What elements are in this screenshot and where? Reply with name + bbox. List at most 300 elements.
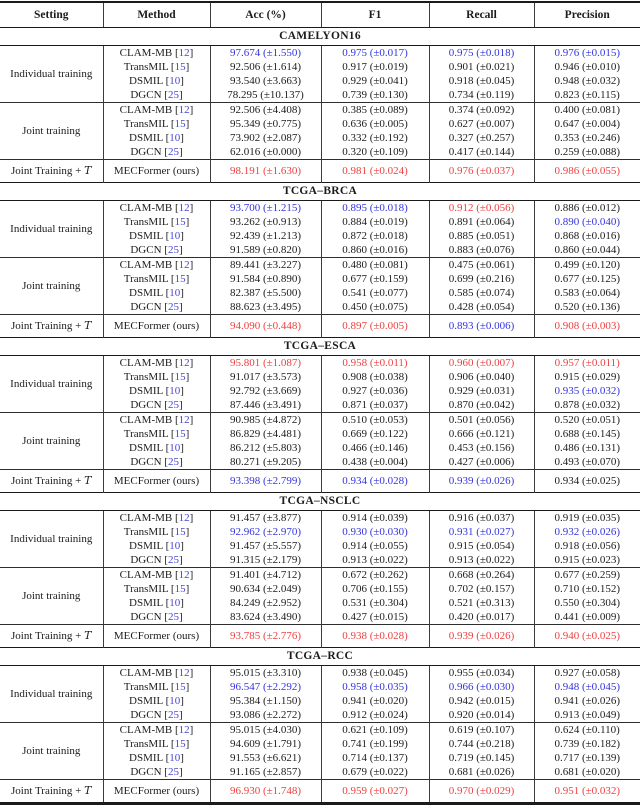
citation-link[interactable]: 10: [169, 441, 181, 454]
table-row: [0, 666, 640, 681]
metric-cell: 91.457 (±5.557): [210, 539, 321, 553]
citation-link[interactable]: 12: [178, 356, 190, 369]
dataset-title: TCGA–RCC: [0, 648, 640, 666]
metric-cell: 0.958 (±0.035): [321, 680, 429, 694]
metric-cell: 96.547 (±2.292): [210, 680, 321, 694]
metric-cell: 0.885 (±0.051): [429, 229, 534, 243]
metric-cell: 96.930 (±1.748): [210, 780, 321, 804]
setting-cell: Joint training: [0, 103, 103, 160]
section-title-row: [0, 28, 640, 46]
method-cell: DSMIL [10]: [103, 229, 210, 243]
metric-cell: 93.785 (±2.776): [210, 625, 321, 648]
metric-cell: 0.493 (±0.070): [534, 455, 640, 470]
metric-cell: 0.934 (±0.028): [321, 470, 429, 493]
metric-cell: 87.446 (±3.491): [210, 398, 321, 413]
metric-cell: 0.860 (±0.016): [321, 243, 429, 258]
setting-cell: Individual training: [10, 67, 93, 80]
method-cell: DGCN [25]: [103, 610, 210, 625]
method-cell: CLAM-MB [12]: [103, 201, 210, 216]
metric-cell: 0.480 (±0.081): [321, 258, 429, 273]
metric-cell: 97.674 (±1.550): [210, 46, 321, 61]
metric-cell: 0.520 (±0.136): [534, 300, 640, 315]
metric-cell: 0.541 (±0.077): [321, 286, 429, 300]
metric-cell: 0.981 (±0.024): [321, 160, 429, 183]
citation-link[interactable]: 10: [169, 286, 181, 299]
metric-cell: 0.619 (±0.107): [429, 723, 534, 738]
citation-link[interactable]: 10: [169, 384, 181, 397]
method-cell: DGCN [25]: [103, 765, 210, 780]
method-cell: TransMIL [15]: [103, 525, 210, 539]
column-header-f1: F1: [321, 2, 429, 28]
metric-cell: 0.486 (±0.131): [534, 441, 640, 455]
metric-cell: 0.913 (±0.022): [429, 553, 534, 568]
method-cell: TransMIL [15]: [103, 582, 210, 596]
metric-cell: 93.086 (±2.272): [210, 708, 321, 723]
method-cell: CLAM-MB [12]: [103, 46, 210, 61]
metric-cell: 73.902 (±2.087): [210, 131, 321, 145]
citation-link[interactable]: 15: [174, 737, 186, 750]
citation-link[interactable]: 10: [169, 596, 181, 609]
metric-cell: 0.627 (±0.007): [429, 117, 534, 131]
metric-cell: 0.353 (±0.246): [534, 131, 640, 145]
metric-cell: 92.439 (±1.213): [210, 229, 321, 243]
metric-cell: 0.915 (±0.054): [429, 539, 534, 553]
metric-cell: 0.942 (±0.015): [429, 694, 534, 708]
setting-cell: Joint training: [0, 723, 103, 780]
citation-link[interactable]: 10: [169, 694, 181, 707]
metric-cell: 0.884 (±0.019): [321, 215, 429, 229]
metric-cell: 0.870 (±0.042): [429, 398, 534, 413]
metric-cell: 80.271 (±9.205): [210, 455, 321, 470]
metric-cell: 0.895 (±0.018): [321, 201, 429, 216]
column-header-precision: Precision: [534, 2, 640, 28]
metric-cell: 0.976 (±0.015): [534, 46, 640, 61]
metric-cell: 93.262 (±0.913): [210, 215, 321, 229]
citation-link[interactable]: 10: [169, 751, 181, 764]
metric-cell: 93.540 (±3.663): [210, 74, 321, 88]
metric-cell: 0.941 (±0.020): [321, 694, 429, 708]
metric-cell: 0.897 (±0.005): [321, 315, 429, 338]
metric-cell: 0.918 (±0.056): [534, 539, 640, 553]
metric-cell: 0.466 (±0.146): [321, 441, 429, 455]
metric-cell: 0.320 (±0.109): [321, 145, 429, 160]
citation-link[interactable]: 25: [167, 455, 179, 468]
metric-cell: 0.890 (±0.040): [534, 215, 640, 229]
method-cell: DSMIL [10]: [103, 694, 210, 708]
metric-cell: 0.901 (±0.021): [429, 60, 534, 74]
metric-cell: 95.015 (±3.310): [210, 666, 321, 681]
method-cell: DSMIL [10]: [103, 74, 210, 88]
ours-row: [0, 780, 640, 804]
metric-cell: 0.621 (±0.109): [321, 723, 429, 738]
citation-link[interactable]: 12: [178, 201, 190, 214]
setting-cell: Joint training: [0, 413, 103, 470]
script-t-symbol: T: [84, 163, 92, 177]
metric-cell: 86.212 (±5.803): [210, 441, 321, 455]
metric-cell: 83.624 (±3.490): [210, 610, 321, 625]
setting-cell: Joint Training + T: [0, 315, 103, 338]
citation-link[interactable]: 15: [174, 117, 186, 130]
metric-cell: 0.914 (±0.039): [321, 511, 429, 526]
metric-cell: 0.883 (±0.076): [429, 243, 534, 258]
metric-cell: 0.259 (±0.088): [534, 145, 640, 160]
metric-cell: 0.927 (±0.036): [321, 384, 429, 398]
metric-cell: 0.427 (±0.006): [429, 455, 534, 470]
script-t-symbol: T: [84, 783, 92, 797]
method-cell: DGCN [25]: [103, 398, 210, 413]
metric-cell: 0.531 (±0.304): [321, 596, 429, 610]
method-cell: TransMIL [15]: [103, 215, 210, 229]
citation-link[interactable]: 15: [174, 60, 186, 73]
ours-row: [0, 470, 640, 493]
metric-cell: 89.441 (±3.227): [210, 258, 321, 273]
metric-cell: 0.913 (±0.022): [321, 553, 429, 568]
metric-cell: 0.510 (±0.053): [321, 413, 429, 428]
setting-cell: Joint training: [0, 258, 103, 315]
metric-cell: 0.583 (±0.064): [534, 286, 640, 300]
metric-cell: 91.017 (±3.573): [210, 370, 321, 384]
citation-link[interactable]: 15: [174, 525, 186, 538]
metric-cell: 0.688 (±0.145): [534, 427, 640, 441]
section-title-row: [0, 493, 640, 511]
results-table: [0, 1, 640, 805]
dataset-title: TCGA–NSCLC: [0, 493, 640, 511]
metric-cell: 0.823 (±0.115): [534, 88, 640, 103]
metric-cell: 91.165 (±2.857): [210, 765, 321, 780]
metric-cell: 0.427 (±0.015): [321, 610, 429, 625]
metric-cell: 0.975 (±0.017): [321, 46, 429, 61]
citation-link[interactable]: 12: [178, 413, 190, 426]
citation-link[interactable]: 25: [167, 708, 179, 721]
metric-cell: 0.940 (±0.025): [534, 625, 640, 648]
metric-cell: 0.929 (±0.041): [321, 74, 429, 88]
metric-cell: 0.929 (±0.031): [429, 384, 534, 398]
metric-cell: 92.792 (±3.669): [210, 384, 321, 398]
metric-cell: 0.955 (±0.034): [429, 666, 534, 681]
citation-link[interactable]: 15: [174, 272, 186, 285]
metric-cell: 0.453 (±0.156): [429, 441, 534, 455]
table-row: [0, 568, 640, 583]
method-cell: DSMIL [10]: [103, 384, 210, 398]
setting-cell: Individual training: [10, 532, 93, 545]
metric-cell: 0.679 (±0.022): [321, 765, 429, 780]
metric-cell: 0.669 (±0.122): [321, 427, 429, 441]
metric-cell: 0.960 (±0.007): [429, 356, 534, 371]
metric-cell: 98.191 (±1.630): [210, 160, 321, 183]
setting-cell: Joint training: [0, 568, 103, 625]
method-cell: CLAM-MB [12]: [103, 103, 210, 118]
citation-link[interactable]: 12: [178, 46, 190, 59]
citation-link[interactable]: 25: [167, 398, 179, 411]
metric-cell: 0.908 (±0.038): [321, 370, 429, 384]
citation-link[interactable]: 15: [174, 370, 186, 383]
citation-link[interactable]: 15: [174, 427, 186, 440]
metric-cell: 0.417 (±0.144): [429, 145, 534, 160]
metric-cell: 0.912 (±0.024): [321, 708, 429, 723]
metric-cell: 0.475 (±0.061): [429, 258, 534, 273]
metric-cell: 94.609 (±1.791): [210, 737, 321, 751]
method-cell: CLAM-MB [12]: [103, 356, 210, 371]
metric-cell: 0.915 (±0.023): [534, 553, 640, 568]
metric-cell: 78.295 (±10.137): [210, 88, 321, 103]
metric-cell: 0.959 (±0.027): [321, 780, 429, 804]
table-row: [0, 413, 640, 428]
metric-cell: 90.634 (±2.049): [210, 582, 321, 596]
method-cell: CLAM-MB [12]: [103, 723, 210, 738]
metric-cell: 0.550 (±0.304): [534, 596, 640, 610]
metric-cell: 91.401 (±4.712): [210, 568, 321, 583]
metric-cell: 0.868 (±0.016): [534, 229, 640, 243]
metric-cell: 88.623 (±3.495): [210, 300, 321, 315]
metric-cell: 0.624 (±0.110): [534, 723, 640, 738]
column-header-setting: Setting: [0, 2, 103, 28]
citation-link[interactable]: 25: [167, 553, 179, 566]
metric-cell: 0.744 (±0.218): [429, 737, 534, 751]
metric-cell: 91.589 (±0.820): [210, 243, 321, 258]
section-title-row: [0, 648, 640, 666]
citation-link[interactable]: 12: [178, 258, 190, 271]
method-cell: DGCN [25]: [103, 88, 210, 103]
metric-cell: 86.829 (±4.481): [210, 427, 321, 441]
method-cell: CLAM-MB [12]: [103, 568, 210, 583]
metric-cell: 0.428 (±0.054): [429, 300, 534, 315]
method-cell: MECFormer (ours): [103, 315, 210, 338]
metric-cell: 0.636 (±0.005): [321, 117, 429, 131]
metric-cell: 92.506 (±4.408): [210, 103, 321, 118]
metric-cell: 0.706 (±0.155): [321, 582, 429, 596]
metric-cell: 0.948 (±0.045): [534, 680, 640, 694]
citation-link[interactable]: 10: [169, 74, 181, 87]
metric-cell: 93.398 (±2.799): [210, 470, 321, 493]
citation-link[interactable]: 15: [174, 680, 186, 693]
metric-cell: 0.677 (±0.125): [534, 272, 640, 286]
metric-cell: 0.501 (±0.056): [429, 413, 534, 428]
metric-cell: 0.941 (±0.026): [534, 694, 640, 708]
method-cell: DSMIL [10]: [103, 539, 210, 553]
metric-cell: 0.916 (±0.037): [429, 511, 534, 526]
metric-cell: 0.939 (±0.026): [429, 470, 534, 493]
metric-cell: 0.966 (±0.030): [429, 680, 534, 694]
metric-cell: 0.948 (±0.032): [534, 74, 640, 88]
column-header-method: Method: [103, 2, 210, 28]
metric-cell: 91.584 (±0.890): [210, 272, 321, 286]
method-cell: TransMIL [15]: [103, 737, 210, 751]
method-cell: DGCN [25]: [103, 145, 210, 160]
metric-cell: 95.384 (±1.150): [210, 694, 321, 708]
metric-cell: 95.349 (±0.775): [210, 117, 321, 131]
metric-cell: 0.932 (±0.026): [534, 525, 640, 539]
section-title-row: [0, 338, 640, 356]
metric-cell: 0.878 (±0.032): [534, 398, 640, 413]
metric-cell: 91.457 (±3.877): [210, 511, 321, 526]
metric-cell: 92.506 (±1.614): [210, 60, 321, 74]
setting-cell: Individual training: [10, 687, 93, 700]
method-cell: DGCN [25]: [103, 243, 210, 258]
metric-cell: 0.438 (±0.004): [321, 455, 429, 470]
citation-link[interactable]: 25: [167, 88, 179, 101]
setting-cell: Joint Training + T: [0, 470, 103, 493]
ours-row: [0, 160, 640, 183]
metric-cell: 0.920 (±0.014): [429, 708, 534, 723]
metric-cell: 0.934 (±0.025): [534, 470, 640, 493]
metric-cell: 0.931 (±0.027): [429, 525, 534, 539]
metric-cell: 0.912 (±0.056): [429, 201, 534, 216]
method-cell: TransMIL [15]: [103, 427, 210, 441]
table-row: [0, 103, 640, 118]
citation-link[interactable]: 25: [167, 145, 179, 158]
metric-cell: 0.976 (±0.037): [429, 160, 534, 183]
metric-cell: 0.986 (±0.055): [534, 160, 640, 183]
setting-cell: Joint Training + T: [0, 780, 103, 804]
citation-link[interactable]: 15: [174, 215, 186, 228]
table-row: [0, 201, 640, 216]
metric-cell: 0.719 (±0.145): [429, 751, 534, 765]
method-cell: TransMIL [15]: [103, 680, 210, 694]
table-row: [0, 356, 640, 371]
metric-cell: 0.871 (±0.037): [321, 398, 429, 413]
metric-cell: 0.951 (±0.032): [534, 780, 640, 804]
metric-cell: 0.914 (±0.055): [321, 539, 429, 553]
metric-cell: 0.710 (±0.152): [534, 582, 640, 596]
dataset-title: TCGA–ESCA: [0, 338, 640, 356]
metric-cell: 0.677 (±0.259): [534, 568, 640, 583]
section-title-row: [0, 183, 640, 201]
table-body: [0, 28, 640, 804]
metric-cell: 0.327 (±0.257): [429, 131, 534, 145]
ours-row: [0, 625, 640, 648]
metric-cell: 0.906 (±0.040): [429, 370, 534, 384]
metric-cell: 0.499 (±0.120): [534, 258, 640, 273]
metric-cell: 0.332 (±0.192): [321, 131, 429, 145]
metric-cell: 0.450 (±0.075): [321, 300, 429, 315]
column-header-recall: Recall: [429, 2, 534, 28]
metric-cell: 84.249 (±2.952): [210, 596, 321, 610]
citation-link[interactable]: 15: [174, 582, 186, 595]
metric-cell: 0.930 (±0.030): [321, 525, 429, 539]
metric-cell: 0.938 (±0.028): [321, 625, 429, 648]
metric-cell: 0.385 (±0.089): [321, 103, 429, 118]
metric-cell: 0.913 (±0.049): [534, 708, 640, 723]
citation-link[interactable]: 12: [178, 723, 190, 736]
metric-cell: 62.016 (±0.000): [210, 145, 321, 160]
metric-cell: 0.935 (±0.032): [534, 384, 640, 398]
metric-cell: 0.917 (±0.019): [321, 60, 429, 74]
method-cell: DSMIL [10]: [103, 751, 210, 765]
metric-cell: 0.946 (±0.010): [534, 60, 640, 74]
citation-link[interactable]: 25: [167, 765, 179, 778]
metric-cell: 0.647 (±0.004): [534, 117, 640, 131]
metric-cell: 0.585 (±0.074): [429, 286, 534, 300]
method-cell: TransMIL [15]: [103, 60, 210, 74]
metric-cell: 95.015 (±4.030): [210, 723, 321, 738]
metric-cell: 92.962 (±2.970): [210, 525, 321, 539]
table-header: [0, 2, 640, 28]
metric-cell: 0.666 (±0.121): [429, 427, 534, 441]
setting-cell: Joint Training + T: [0, 625, 103, 648]
table-row: [0, 723, 640, 738]
ours-row: [0, 315, 640, 338]
citation-link[interactable]: 10: [169, 131, 181, 144]
method-cell: CLAM-MB [12]: [103, 258, 210, 273]
metric-cell: 0.441 (±0.009): [534, 610, 640, 625]
citation-link[interactable]: 12: [178, 568, 190, 581]
metric-cell: 0.734 (±0.119): [429, 88, 534, 103]
citation-link[interactable]: 25: [167, 300, 179, 313]
method-cell: CLAM-MB [12]: [103, 666, 210, 681]
method-cell: TransMIL [15]: [103, 370, 210, 384]
citation-link[interactable]: 12: [178, 666, 190, 679]
metric-cell: 0.957 (±0.011): [534, 356, 640, 371]
table-row: [0, 46, 640, 61]
metric-cell: 0.893 (±0.006): [429, 315, 534, 338]
metric-cell: 91.315 (±2.179): [210, 553, 321, 568]
metric-cell: 0.714 (±0.137): [321, 751, 429, 765]
method-cell: DSMIL [10]: [103, 596, 210, 610]
metric-cell: 95.801 (±1.087): [210, 356, 321, 371]
metric-cell: 82.387 (±5.500): [210, 286, 321, 300]
metric-cell: 0.681 (±0.026): [429, 765, 534, 780]
metric-cell: 0.970 (±0.029): [429, 780, 534, 804]
method-cell: MECFormer (ours): [103, 780, 210, 804]
metric-cell: 94.090 (±0.448): [210, 315, 321, 338]
method-cell: DSMIL [10]: [103, 131, 210, 145]
metric-cell: 0.938 (±0.045): [321, 666, 429, 681]
metric-cell: 90.985 (±4.872): [210, 413, 321, 428]
method-cell: DGCN [25]: [103, 300, 210, 315]
citation-link[interactable]: 12: [178, 511, 190, 524]
metric-cell: 0.741 (±0.199): [321, 737, 429, 751]
citation-link[interactable]: 25: [167, 610, 179, 623]
metric-cell: 0.958 (±0.011): [321, 356, 429, 371]
setting-cell: Joint Training + T: [0, 160, 103, 183]
metric-cell: 0.919 (±0.035): [534, 511, 640, 526]
metric-cell: 93.700 (±1.215): [210, 201, 321, 216]
method-cell: DGCN [25]: [103, 708, 210, 723]
metric-cell: 0.672 (±0.262): [321, 568, 429, 583]
metric-cell: 0.739 (±0.182): [534, 737, 640, 751]
metric-cell: 0.699 (±0.216): [429, 272, 534, 286]
citation-link[interactable]: 10: [169, 539, 181, 552]
method-cell: CLAM-MB [12]: [103, 511, 210, 526]
dataset-title: TCGA–BRCA: [0, 183, 640, 201]
method-cell: TransMIL [15]: [103, 117, 210, 131]
header-row: [0, 2, 640, 28]
method-cell: DSMIL [10]: [103, 441, 210, 455]
setting-cell: Individual training: [10, 222, 93, 235]
citation-link[interactable]: 12: [178, 103, 190, 116]
metric-cell: 0.860 (±0.044): [534, 243, 640, 258]
script-t-symbol: T: [84, 628, 92, 642]
citation-link[interactable]: 10: [169, 229, 181, 242]
method-cell: MECFormer (ours): [103, 625, 210, 648]
metric-cell: 0.975 (±0.018): [429, 46, 534, 61]
metric-cell: 0.886 (±0.012): [534, 201, 640, 216]
metric-cell: 0.702 (±0.157): [429, 582, 534, 596]
metric-cell: 0.677 (±0.159): [321, 272, 429, 286]
metric-cell: 0.717 (±0.139): [534, 751, 640, 765]
metric-cell: 0.400 (±0.081): [534, 103, 640, 118]
metric-cell: 0.521 (±0.313): [429, 596, 534, 610]
method-cell: DGCN [25]: [103, 455, 210, 470]
method-cell: CLAM-MB [12]: [103, 413, 210, 428]
metric-cell: 0.927 (±0.058): [534, 666, 640, 681]
metric-cell: 0.872 (±0.018): [321, 229, 429, 243]
metric-cell: 0.915 (±0.029): [534, 370, 640, 384]
metric-cell: 91.553 (±6.621): [210, 751, 321, 765]
citation-link[interactable]: 25: [167, 243, 179, 256]
method-cell: DSMIL [10]: [103, 286, 210, 300]
method-cell: TransMIL [15]: [103, 272, 210, 286]
